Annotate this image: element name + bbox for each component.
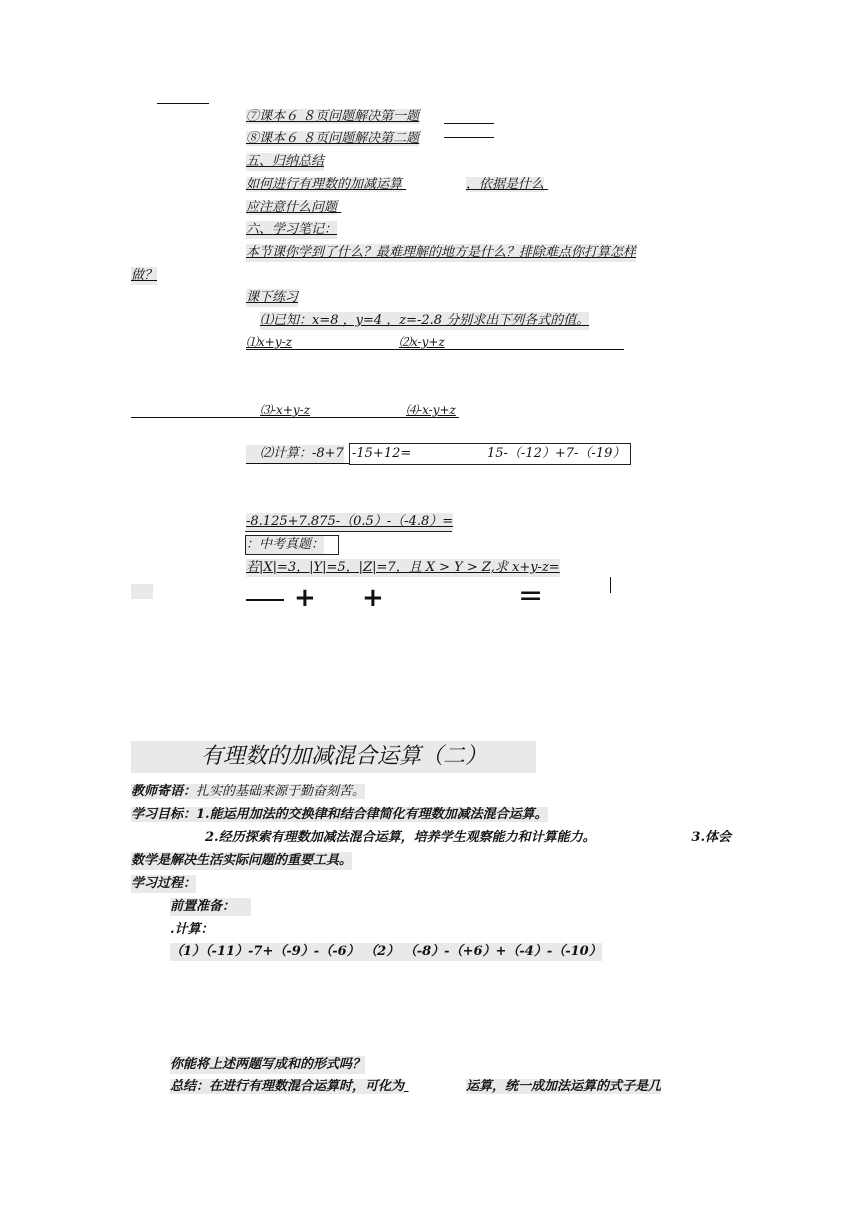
text-line-7: ⑦课本６ ８页问题解决第一题 [246,109,420,124]
blank-line [444,123,494,124]
exam-question: 若|X|=3，|Y|=5，|Z|=7，且 X > Y > Z,求 x+y-z= [246,560,560,575]
expression-row-1: ⑴x+y-z ⑵x-y+z [246,335,445,349]
text-line-8: ⑧课本６ ８页问题解决第二题 [246,131,420,146]
learning-goal-3: 数学是解决生活实际问题的重要工具。 [131,853,353,868]
expression-row-2: ⑶-x+y-z ⑷-x-y+z [260,403,456,417]
calc-expressions: （1）（-11）-7+（-9）-（-6） （2） （-8）-（+6）+（-4）-（-10） [170,944,602,959]
vertical-tick [610,577,611,593]
lesson-title: 有理数的加减混合运算（二） [131,741,536,773]
calc-expr-a: -15+12= [352,446,412,461]
exercise-1: ⑴已知：x=8 ，y=4 ，z=-2.8 分别求出下列各式的值。 [260,313,590,328]
short-dash [246,599,284,601]
sum-form-question: 你能将上述两题写成和的形式吗？ [170,1057,366,1072]
section-5-heading: 五、归纳总结 [246,154,325,169]
notes-prompt-cont: 做？ [131,268,158,283]
plus-symbol: + [294,583,316,613]
process-heading: 学习过程： [131,876,197,891]
teacher-message: 教师寄语：扎实的基础来源于勤奋刻苦。 [131,784,366,799]
expression-underline [246,349,624,350]
calc-expr-c: -8.125+7.875-（0.5）-（-4.8）= [246,514,454,529]
plus-symbol: + [362,583,384,613]
summary-line: 总结：在进行有理数混合运算时，可化为 运算，统一成加法运算的式子是几 [170,1079,662,1094]
prep-heading: 前置准备： [170,898,251,916]
exam-heading: ：中考真题： [246,537,325,552]
expression-underline [131,417,459,418]
gray-block [131,584,153,599]
learning-goal-1: 学习目标：1.能运用加法的交换律和结合律简化有理数加减法混合运算。 [131,807,548,822]
notice-line: 应注意什么问题 [246,200,338,215]
exercise-2: ⑵计算：-8+7 [246,445,344,463]
divider-line [157,103,209,104]
blank-line [444,137,494,138]
calc-expr-b: 15-（-12）+7-（-19） [487,446,626,461]
summary-question: 如何进行有理数的加减运算 ，依据是什么 [246,177,545,192]
section-6-heading: 六、学习笔记： [246,222,338,237]
expression-underline [246,463,350,464]
notes-prompt: 本节课你学到了什么？最难理解的地方是什么？排除难点你打算怎样 [246,245,637,260]
calc-label: .计算： [170,922,214,937]
homework-heading: 课下练习 [246,290,299,305]
equals-symbol: = [518,578,544,613]
